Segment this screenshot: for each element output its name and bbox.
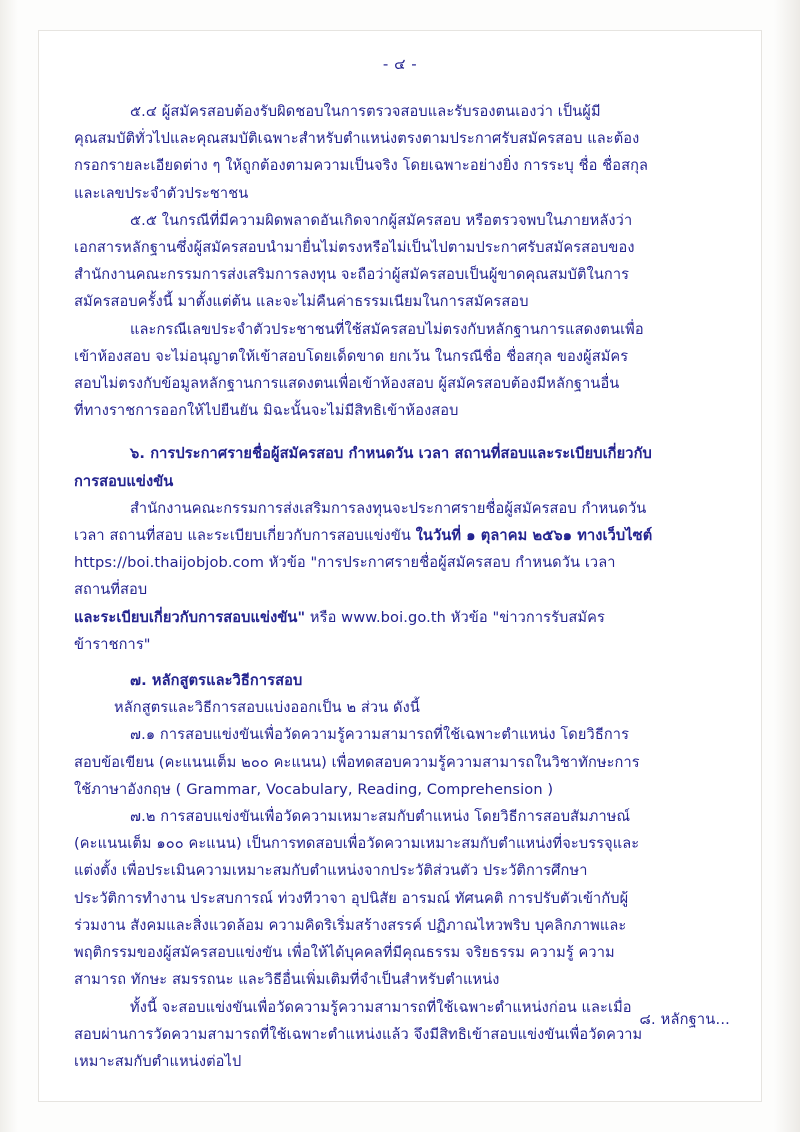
paragraph-section-7-closing: ทั้งนี้ จะสอบแข่งขันเพื่อวัดความรู้ความสามารถที่ใช้เฉพาะตำแหน่งก่อน และเมื่อสอบผ่านการวัดความสามารถที่ใช้เฉพาะตำแหน่งแล้ว จึงมีสิทธิเข้าสอบแข่งขันเพื่อวัดความเหมาะสมกับตำแหน่งต่อไป [74,998,643,1070]
paragraph-id-mismatch: และกรณีเลขประจำตัวประชาชนที่ใช้สมัครสอบไม่ตรงกับหลักฐานการแสดงตนเพื่อเข้าห้องสอบ จะไม่อนุญาตให้เข้าสอบโดยเด็ดขาด ยกเว้น ในกรณีชื่อ ชื่อสกุล ของผู้สมัครสอบไม่ตรงกับข้อมูลหลักฐานการแสดงตนเพื่อเข้าห้องสอบ ผู้สมัครสอบต้องมีหลักฐานอื่นที่ทางราชการออกให้ไปยืนยัน มิฉะนั้นจะไม่มีสิทธิเข้าห้องสอบ [74,320,644,420]
paragraph-section-6-text: สำนักงานคณะกรรมการส่งเสริมการลงทุนจะประกาศรายชื่อผู้สมัครสอบ กำหนดวัน เวลา สถานที่สอบ และระเบียบเกี่ยวกับการสอบแข่งขัน [74,499,647,545]
heading-section-6: ๖. การประกาศรายชื่อผู้สมัครสอบ กำหนดวัน เวลา สถานที่สอบและระเบียบเกี่ยวกับ [130,445,652,463]
footer-continuation-note: ๘. หลักฐาน... [639,1011,730,1028]
announcement-topic-bold: และระเบียบเกี่ยวกับการสอบแข่งขัน" [74,608,306,626]
page-number: - ๔ - [382,55,418,73]
paragraph-website-line1: https://boi.thaijobjob.com หัวข้อ "การประกาศรายชื่อผู้สมัครสอบ กำหนดวัน เวลา สถานที่สอบ [74,554,616,599]
document-body [74,98,654,1075]
heading-section-7: ๗. หลักสูตรและวิธีการสอบ [130,672,303,690]
paragraph-website-line2 [74,604,654,658]
paragraph-7-1: ๗.๑ การสอบแข่งขันเพื่อวัดความรู้ความสามารถที่ใช้เฉพาะตำแหน่ง โดยวิธีการสอบข้อเขียน (คะแนนเต็ม ๒๐๐ คะแนน) เพื่อทดสอบความรู้ความสามารถในวิชาทักษะการใช้ภาษาอังกฤษ ( Grammar, Vocabulary, Reading, Comprehension ) [74,726,640,798]
heading-section-6-continued: การสอบแข่งขัน [74,472,174,490]
announce-date: ในวันที่ ๑ ตุลาคม ๒๕๖๑ ทางเว็บไซต์ [415,527,653,545]
paragraph-7-2: ๗.๒ การสอบแข่งขันเพื่อวัดความเหมาะสมกับตำแหน่ง โดยวิธีการสอบสัมภาษณ์ (คะแนนเต็ม ๑๐๐ คะแนน) เป็นการทดสอบเพื่อวัดความเหมาะสมกับตำแหน่งที่จะบรรจุและแต่งตั้ง เพื่อประเมินความเหมาะสมกับตำแหน่งจากประวัติส่วนตัว ประวัติการศึกษา ประวัติการทำงาน ประสบการณ์ ท่วงทีวาจา อุปนิสัย อารมณ์ ทัศนคติ การปรับตัวเข้ากับผู้ร่วมงาน สังคมและสิ่งแวดล้อม ความคิดริเริ่มสร้างสรรค์ ปฏิภาณไหวพริบ บุคลิกภาพและพฤติกรรมของผู้สมัครสอบแข่งขัน เพื่อให้ได้บุคคลที่มีคุณธรรม จริยธรรม ความรู้ ความสามารถ ทักษะ สมรรถนะ และวิธีอื่นเพิ่มเติมที่จำเป็นสำหรับตำแหน่ง [74,808,640,989]
paragraph-section-6-body [74,495,654,549]
alternate-website-text: หรือ www.boi.go.th หัวข้อ "ข่าวการรับสมัครข้าราชการ" [74,608,605,653]
paragraph-5-5: ๕.๕ ในกรณีที่มีความผิดพลาดอันเกิดจากผู้สมัครสอบ หรือตรวจพบในภายหลังว่าเอกสารหลักฐานซึ่งผู้สมัครสอบนำมายื่นไม่ตรงหรือไม่เป็นไปตามประกาศรับสมัครสอบของสำนักงานคณะกรรมการส่งเสริมการลงทุน จะถือว่าผู้สมัครสอบเป็นผู้ขาดคุณสมบัติในการสมัครสอบครั้งนี้ มาตั้งแต่ต้น และจะไม่คืนค่าธรรมเนียมในการสมัครสอบ [74,211,635,311]
paragraph-5-4: ๕.๔ ผู้สมัครสอบต้องรับผิดชอบในการตรวจสอบและรับรองตนเองว่า เป็นผู้มีคุณสมบัติทั่วไปและคุณสมบัติเฉพาะสำหรับตำแหน่งตรงตามประกาศรับสมัครสอบ และต้องกรอกรายละเอียดต่าง ๆ ให้ถูกต้องตามความเป็นจริง โดยเฉพาะอย่างยิ่ง การระบุ ชื่อ ชื่อสกุล และเลขประจำตัวประชาชน [74,103,649,202]
paragraph-section-7-intro: หลักสูตรและวิธีการสอบแบ่งออกเป็น ๒ ส่วน ดังนี้ [114,699,420,717]
